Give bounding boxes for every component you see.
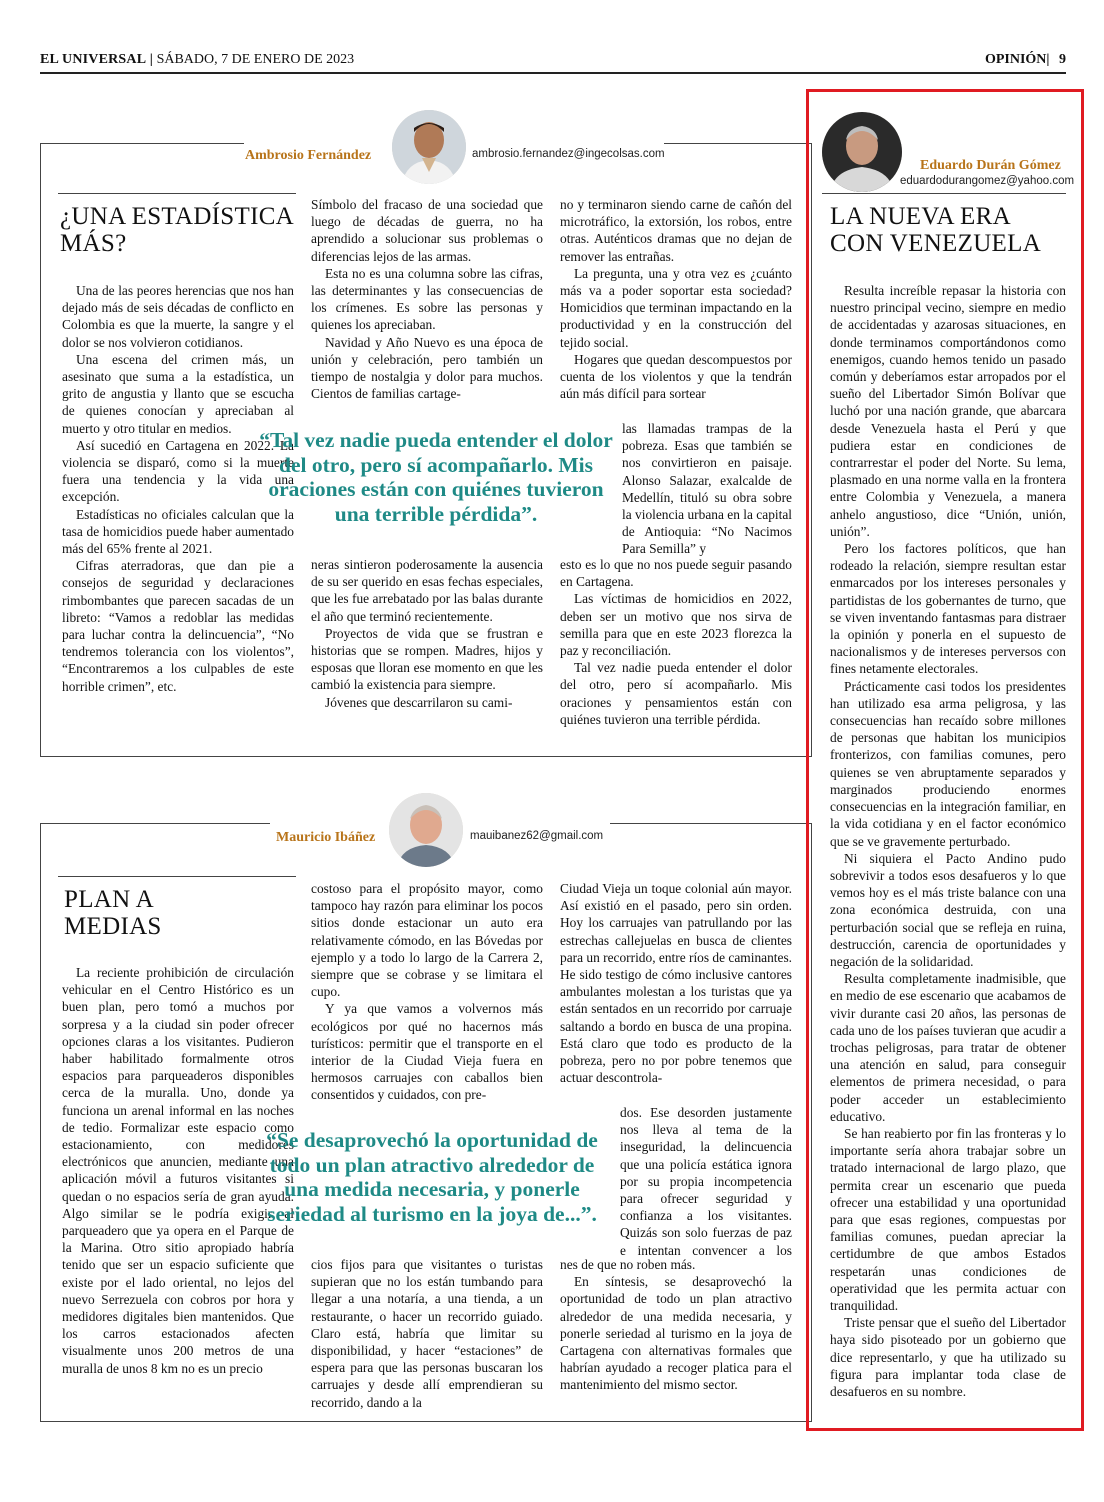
article-2-email-link[interactable]: mauibanez62@gmail.com <box>470 830 604 842</box>
article-2-title-rule <box>58 876 296 877</box>
paragraph: Tal vez nadie pueda entender el dolor del otro, pero sí acompañarlo. Mis oraciones y pensamientos están con quiénes tuvieron una terrible pérdida. <box>560 660 792 727</box>
paragraph: Jóvenes que descarrilaron su cami- <box>325 694 513 710</box>
article-2-column-3-middle <box>620 1104 792 1258</box>
article-3-body <box>830 282 1066 1414</box>
paragraph: Una escena del crimen más, un asesinato que suma a la estadística, un grito de angustia y llanto que se escucha de quienes conocían y apreciaban al muerto y otro titular en medios. <box>62 351 294 436</box>
paragraph: Cifras aterradoras, que dan pie a consejos de seguridad y declaraciones rimbombantes que parecen sacadas de un libreto: “Vamos a redoblar las medidas para luchar contra la delincuencia”, “No tendremos tolerancia con los violentos”, “Encontraremos a los culpables de este horrible crimen”, etc. <box>62 558 294 694</box>
brand-name: EL UNIVERSAL <box>40 52 147 67</box>
issue-date: SÁBADO, 7 DE ENERO DE 2023 <box>156 52 355 67</box>
paragraph: La reciente prohibición de circulación vehicular en el Centro Histórico es un buen plan, pero tomó a muchos por sorpresa y a la ciudad sin poder ofrecer opciones claras a los visitantes. Pudieron haber habilitado formalmente otros espacios para parqueaderos disponibles cerca de la muralla. Uno, donde ya funciona un arenal informal en las noches de tedio. Formalizar este espacio como estacionamiento, con medidores electrónicos que anuncien, mediante una aplicación móvil a futuros visitantes si quedan o no espacios sería de gran ayuda. Algo similar se le podría exigir al parqueadero que ya opera en el Parque de la Marina. Otro sitio apropiado habría tenido que ser un espacio suficiente que existe por el lado oriental, no lejos del nuevo Serrezuela con cobros por hora y medidores digitales bien mantenidos. Que los carros estacionados afecten visualmente unos 200 metros de una muralla de unos 8 km no es un precio <box>62 965 294 1376</box>
paragraph: Las víctimas de homicidios en 2022, deben ser un motivo que nos sirva de semilla para que en este 2023 florezca la paz y reconciliación. <box>560 591 792 659</box>
paragraph: Ni siquiera el Pacto Andino pudo sobrevivir a todos esos desafueros y lo que vemos hoy es el más triste balance con una zona económica destruida, con una perturbación social que se refleja en ruina, destrucción, carencia de oportunidades y negación de la solidaridad. <box>830 850 1066 969</box>
page-number: 9 <box>1059 52 1066 67</box>
paragraph: Proyectos de vida que se frustran e historias que se rompen. Madres, hijos y esposas que lloran ese momento en que les cambió la existencia para siempre. <box>311 625 543 693</box>
paragraph: Prácticamente casi todos los presidentes han utilizado esa arma peligrosa, y las consecuencias han recaído sobre millones de personas que habitan los municipios fronterizos, con familias comunes, pero quienes se ven abruptamente separados y marginados produciendo enormes consecuencias en la integración familiar, en la vida cotidiana y en el factor económico que se ve gravemente perturbado. <box>830 678 1066 849</box>
article-3-title-line-2: CON VENEZUELA <box>830 230 1042 257</box>
masthead-left <box>40 52 354 68</box>
article-2-column-3-top <box>560 880 792 1104</box>
paragraph: Una de las peores herencias que nos han dejado más de seis décadas de conflicto en Colombia es que la muerte, la sangre y el dolor se nos volvieron cotidianos. <box>62 283 294 350</box>
paragraph: Así sucedió en Cartagena en 2022. La violencia se disparó, como si la muerte fuera una tendencia y la vida una excepción. <box>62 437 294 505</box>
article-1-title <box>60 203 300 257</box>
article-2-author: Mauricio Ibáñez <box>276 830 376 845</box>
article-1-column-2-bottom <box>311 556 543 746</box>
article-1-pull-quote: “Tal vez nadie pueda entender el dolor del otro, pero sí acompañarlo. Mis oraciones están con quiénes tuvieron una terrible pérdida”. <box>259 428 613 526</box>
article-1-column-3-top <box>560 196 792 418</box>
masthead-right <box>985 52 1066 68</box>
article-1-column-3-middle <box>622 420 792 556</box>
paragraph: Se han reabierto por fin las fronteras y lo importante sería ahora trabajar sobre un tratado internacional de largo plazo, que permita crear un escenario que pueda ofrecer una estabilidad y una oportunidad para que esas regiones, compuestas por familias comunes, puedan apreciar la certidumbre de que ambos Estados respetarán unas condiciones de operatividad que les permita actuar con tranquilidad. <box>830 1125 1066 1313</box>
article-1-author: Ambrosio Fernández <box>245 148 372 163</box>
article-1-title-rule <box>58 193 296 194</box>
article-1-title-line-2: MÁS? <box>60 230 127 257</box>
article-3-author: Eduardo Durán Gómez <box>920 158 1061 173</box>
paragraph: Triste pensar que el sueño del Libertador haya sido pisoteado por un gobierno que dice representarlo, y que ha utilizado su figura para implantar toda clase de desafueros en su nombre. <box>830 1315 1066 1399</box>
paragraph: no y terminaron siendo carne de cañón del microtráfico, la extorsión, los robos, entre otras. Auténticos dramas que no dejan de remover las entrañas. <box>560 197 792 264</box>
masthead-rule <box>40 72 1066 74</box>
paragraph: Resulta increíble repasar la historia con nuestro principal vecino, siempre en medio de accidentadas y azarosas situaciones, en donde terminamos comportándonos como enemigos, cuando hemos tenido un pasado común y deberíamos estar arropados por el sueño del Libertador Simón Bolívar que luchó por una nación grande, que abarcara desde Venezuela hasta el Perú y que pudiera estar en condiciones de contrarrestar el poder del Norte. Su lema, plasmado en una norme valla en la frontera entre Colombia y Venezuela, a manera anhelo angustioso, dice “Unión, unión, unión”. <box>830 283 1066 539</box>
paragraph: Ciudad Vieja un toque colonial aún mayor. Así existió en el pasado, pero sin orden. Hoy los carruajes van patrullando por las estrechas callejuelas en busca de clientes para un recorrido, entre ríos de caminantes. He sido testigo de cómo inclusive cantores ambulantes molestan a los turistas que ya están sentados en un recorrido por carruaje saltando a bordo en busca de una propina. Está claro que todo es producto de la pobreza, pero no por pobre tenemos que actuar descontrola- <box>560 881 792 1086</box>
article-2-title-line-1: PLAN A <box>64 886 155 913</box>
paragraph: Resulta completamente inadmisible, que en medio de ese escenario que acabamos de vivir durante casi 20 años, las personas de cada uno de los países tuvieran que acudir a trochas peligrosas, para tratar de obtener una atención en salud, para conseguir elementos de primera necesidad, o para poder acceder un establecimiento educativo. <box>830 971 1066 1124</box>
paragraph: Hogares que quedan descompuestos por cuenta de los violentos y que la tendrán aún más difícil para sortear <box>560 351 792 402</box>
article-3-author-photo <box>822 112 902 192</box>
paragraph: En síntesis, se desaprovechó la oportunidad de todo un plan atractivo alrededor de una medida necesaria, y ponerle seriedad al turismo en la joya de Cartagena con alternativas formales que habrían ayudado a recoger platica para el mantenimiento del mismo sector. <box>560 1274 792 1393</box>
paragraph: Pero los factores políticos, que han rodeado la relación, siempre resultan estar enmarcados por los intereses personales y partidistas de los gobernantes de turno, que se viven inventando fantasmas para distraer la opinión y ponerla en el supuesto de nacionalismos y de intereses perversos con fines netamente electorales. <box>830 541 1066 677</box>
article-2-title <box>64 886 304 940</box>
article-2-column-3-bottom <box>560 1256 792 1410</box>
article-1-author-photo <box>392 110 466 184</box>
article-1-column-3-bottom <box>560 556 792 746</box>
paragraph: cios fijos para que visitantes o turistas supieran que no los están tumbando para llegar a una notaría, a una tienda, a un restaurante, o hacer un recorrido guiado. Claro está, habría que limitar su disponibilidad, y hacer “estaciones” de espera para que las personas buscaran los carruajes y desde allí emprendieran su recorrido, dando a la <box>311 1257 543 1410</box>
masthead-separator: | <box>1046 52 1050 67</box>
article-1-email-link[interactable]: ambrosio.fernandez@ingecolsas.com <box>472 148 665 160</box>
paragraph: neras sintieron poderosamente la ausencia de su ser querido en esas fechas especiales, que les fue arrebatado por las balas durante el año que terminó recientemente. <box>311 557 543 624</box>
article-3-title-rule <box>822 193 1066 194</box>
section-name: OPINIÓN <box>984 52 1047 67</box>
article-2-column-2-bottom <box>311 1256 543 1410</box>
paragraph: Y ya que vamos a volvernos más ecológicos por qué no hacernos más turísticos: permitir que el transporte en el interior de la Ciudad Vieja fuera en hermosos carruajes con caballos bien consentidos y cuidados, con pre- <box>311 1001 543 1103</box>
masthead-separator: | <box>149 52 154 67</box>
article-1-title-line-1: ¿UNA ESTADÍSTICA <box>60 203 295 230</box>
article-1-column-2-top <box>311 196 543 418</box>
paragraph: Estadísticas no oficiales calculan que la tasa de homicidios puede haber aumentado más del 65% frente al 2021. <box>62 506 294 557</box>
article-2-author-photo <box>389 793 463 867</box>
article-2-title-line-2: MEDIAS <box>64 913 162 940</box>
article-3-title-line-1: LA NUEVA ERA <box>830 203 1011 230</box>
paragraph: Símbolo del fracaso de una sociedad que luego de décadas de guerra, no ha aprendido a solucionar sus problemas o diferencias lejos de las armas. <box>311 197 543 264</box>
paragraph: costoso para el propósito mayor, como tampoco hay razón para eliminar los pocos sitios donde estacionar un auto era relativamente cómodo, en las Bóvedas por ejemplo y a todo lo largo de la Carrera 2, siempre que se cobrase y se limitara el cupo. <box>311 881 543 1000</box>
paragraph: esto es lo que no nos puede seguir pasando en Cartagena. <box>560 557 792 590</box>
article-3-title <box>830 203 1070 257</box>
paragraph: Esta no es una columna sobre las cifras, las determinantes y las consecuencias de los crímenes. Es sobre las personas y quienes los apreciaban. <box>311 265 543 333</box>
paragraph: nes de que no roben más. <box>560 1257 696 1272</box>
paragraph: las llamadas trampas de la pobreza. Esas que también se nos convirtieron en paisaje. Alonso Salazar, exalcalde de Medellín, tituló su obra sobre la violencia urbana en la capital de Antioquia: “No Nacimos Para Semilla” y <box>622 421 792 556</box>
paragraph: dos. Ese desorden justamente nos lleva al tema de la inseguridad, la delincuencia que una policía estática ignora por su propia incompetencia para ofrecer seguridad y confianza a los visitantes. Quizás son solo fuerzas de paz e intentan convencer a los <box>620 1105 792 1258</box>
article-2-pull-quote: “Se desaprovechó la oportunidad de todo un plan atractivo alrededor de una medida necesaria, y ponerle seriedad al turismo en la joya de...”. <box>266 1128 598 1226</box>
article-2-column-2-top <box>311 880 543 1104</box>
article-3-email-link[interactable]: eduardodurangomez@yahoo.com <box>900 175 1075 187</box>
paragraph: Navidad y Año Nuevo es una época de unión y celebración, pero también un tiempo de nostalgia y dolor para muchos. Cientos de familias cartage- <box>311 334 543 402</box>
paragraph: La pregunta, una y otra vez es ¿cuánto más va a poder soportar esta sociedad? Homicidios que terminan impactando en la productividad y en la construcción del tejido social. <box>560 265 792 350</box>
